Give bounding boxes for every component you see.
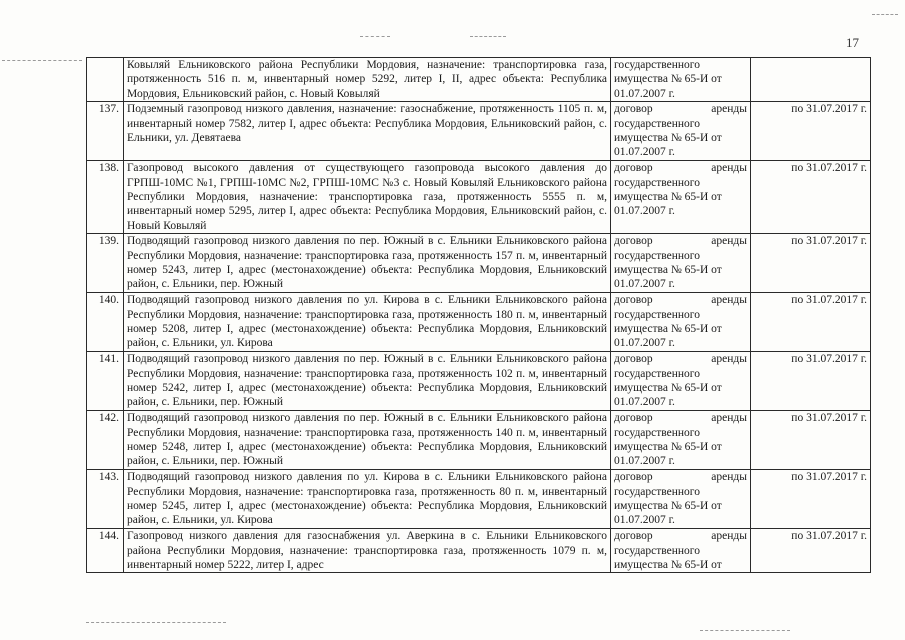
row-number: 143. [87,470,124,529]
legal-basis-line: договор аренды [614,235,747,248]
legal-basis [611,411,751,470]
legal-basis-line: имущества № 65-И от [614,132,722,145]
table-row [87,58,871,102]
lease-term: по 31.07.2017 г. [751,470,871,529]
scan-artifact [872,14,898,15]
legal-basis-line: государственного [614,59,700,71]
legal-basis [611,470,751,529]
legal-basis-line: имущества № 65-И от [614,264,722,277]
object-description: Газопровод высокого давления от существующего газопровода высокого давления до ГРПШ-10МС №1, ГРПШ-10МС №2, ГРПШ-10МС №3 с. Новый Ковыляй Ельниковского района Республики Мордовия, назначение: транспортировка газа, протяженность 5555 п. м, инвентарный номер 5295, литер I, адрес объекта: Республика Мордовия, Ельниковский район, с. Новый Ковыляй [124,161,611,234]
legal-basis-line: имущества № 65-И от [614,191,722,204]
table-row [87,102,871,161]
legal-basis-line: 01.07.2007 г. [614,337,675,350]
legal-basis-line: имущества № 65-И от [614,382,722,395]
legal-basis-line: государственного [614,544,700,557]
scan-artifact [2,60,82,61]
table-row [87,293,871,352]
object-description: Подводящий газопровод низкого давления по ул. Кирова в с. Ельники Ельниковского района Республики Мордовия, назначение: транспортировка газа, протяженность 180 п. м, инвентарный номер 5208, литер I, адрес (местонахождение) объекта: Республика Мордовия, Ельниковский район, с. Ельники, ул. Кирова [124,293,611,352]
table-row [87,411,871,470]
legal-basis [611,293,751,352]
legal-basis-line: договор аренды [614,103,747,116]
legal-basis-line: имущества № 65-И от [614,323,722,336]
legal-basis-line: государственного [614,249,700,262]
lease-term: по 31.07.2017 г. [751,529,871,573]
scan-artifact [470,36,506,37]
legal-basis-line: государственного [614,117,700,130]
row-number: 141. [87,352,124,411]
legal-basis-line: 01.07.2007 г. [614,396,675,409]
legal-basis-line: 01.07.2007 г. [614,87,675,100]
row-number: 142. [87,411,124,470]
legal-basis-line: имущества № 65-И от [614,500,722,513]
legal-basis-line: имущества № 65-И от [614,559,722,572]
legal-basis-line: договор аренды [614,412,747,425]
row-number [87,58,124,102]
legal-basis-line: государственного [614,176,700,189]
legal-basis-line: 01.07.2007 г. [614,278,675,291]
scan-artifact [360,36,390,37]
legal-basis-line: 01.07.2007 г. [614,146,675,159]
table-row [87,529,871,573]
legal-basis [611,58,751,102]
object-description: Ковыляй Ельниковского района Республики Мордовия, назначение: транспортировка газа, протяженность 516 п. м, инвентарный номер 5292, литер I, II, адрес объекта: Республика Мордовия, Ельниковский район, с. Новый Ковыляй [124,58,611,102]
row-number: 144. [87,529,124,573]
object-description: Подводящий газопровод низкого давления по пер. Южный в с. Ельники Ельниковского района Республики Мордовия, назначение: транспортировка газа, протяженность 157 п. м, инвентарный номер 5243, литер I, адрес (местонахождение) объекта: Республика Мордовия, Ельниковский район, с. Ельники, пер. Южный [124,234,611,293]
lease-term: по 31.07.2017 г. [751,102,871,161]
legal-basis-line: государственного [614,367,700,380]
object-description: Газопровод низкого давления для газоснабжения ул. Аверкина в с. Ельники Ельниковского района Республики Мордовия, назначение: транспортировка газа, протяженность 1079 п. м, инвентарный номер 5222, литер I, адрес [124,529,611,573]
object-description: Подводящий газопровод низкого давления по пер. Южный в с. Ельники Ельниковского района Республики Мордовия, назначение: транспортировка газа, протяженность 102 п. м, инвентарный номер 5242, литер I, адрес (местонахождение) объекта: Республика Мордовия, Ельниковский район, с. Ельники, пер. Южный [124,352,611,411]
row-number: 137. [87,102,124,161]
legal-basis [611,161,751,234]
legal-basis [611,234,751,293]
legal-basis-line: 01.07.2007 г. [614,455,675,468]
legal-basis-line: 01.07.2007 г. [614,205,675,218]
table-row [87,470,871,529]
table-body [87,58,871,573]
object-description: Подводящий газопровод низкого давления по пер. Южный в с. Ельники Ельниковского района Республики Мордовия, назначение: транспортировка газа, протяженность 140 п. м, инвентарный номер 5248, литер I, адрес (местонахождение) объекта: Республика Мордовия, Ельниковский район, с. Ельники, пер. Южный [124,411,611,470]
legal-basis-line: имущества № 65-И от [614,441,722,454]
property-table [86,57,871,573]
legal-basis-line: договор аренды [614,471,747,484]
legal-basis-line: государственного [614,308,700,321]
table-row [87,161,871,234]
legal-basis-line: договор аренды [614,294,747,307]
lease-term: по 31.07.2017 г. [751,411,871,470]
lease-term [751,58,871,102]
scan-artifact [700,630,790,631]
legal-basis [611,102,751,161]
legal-basis [611,352,751,411]
row-number: 138. [87,161,124,234]
row-number: 140. [87,293,124,352]
legal-basis-line: договор аренды [614,530,747,543]
object-description: Подземный газопровод низкого давления, назначение: газоснабжение, протяженность 1105 п. м, инвентарный номер 7582, литер I, адрес объекта: Республика Мордовия, Ельниковский район, с. Ельники, ул. Девятаева [124,102,611,161]
legal-basis-line: 01.07.2007 г. [614,514,675,527]
legal-basis-line: имущества № 65-И от [614,73,722,86]
legal-basis-line: государственного [614,426,700,439]
legal-basis [611,529,751,573]
page-number: 17 [846,35,859,50]
legal-basis-line: государственного [614,485,700,498]
scan-artifact [86,622,226,623]
table-row [87,352,871,411]
lease-term: по 31.07.2017 г. [751,293,871,352]
lease-term: по 31.07.2017 г. [751,161,871,234]
lease-term: по 31.07.2017 г. [751,234,871,293]
lease-term: по 31.07.2017 г. [751,352,871,411]
row-number: 139. [87,234,124,293]
table-row [87,234,871,293]
legal-basis-line: договор аренды [614,353,747,366]
object-description: Подводящий газопровод низкого давления по ул. Кирова в с. Ельники Ельниковского района Республики Мордовия, назначение: транспортировка газа, протяженность 80 п. м, инвентарный номер 5245, литер I, адрес (местонахождение) объекта: Республика Мордовия, Ельниковский район, с. Ельники, ул. Кирова [124,470,611,529]
legal-basis-line: договор аренды [614,162,747,175]
